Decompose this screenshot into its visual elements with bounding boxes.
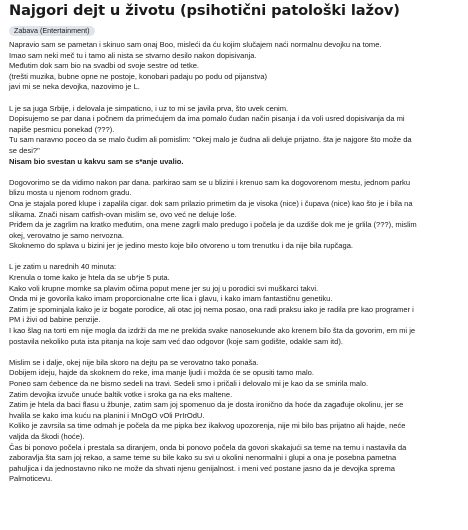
paragraph-gap (9, 93, 459, 104)
body-line: Mislim se i dalje, okej nije bila skoro na dejtu pa se verovatno tako ponaša. (9, 357, 259, 367)
bold-line: Nisam bio svestan u kakvu sam se s*anje uvalio. (9, 156, 184, 166)
paragraph (9, 104, 459, 168)
body-line: Čas bi ponovo počela i prestala sa diranjem, onda bi ponovo počela da govori skakajući sa teme na temu i nastavila da (9, 442, 407, 452)
paragraph (9, 358, 459, 485)
body-line: pahuljica i da jednostavno niko ne može da shvati njenu genijalnost. i meni već postane jasno da je devojka sprema (9, 463, 395, 473)
body-line: Skoknemo do splava u bizini jer je jedino mesto koje bilo otvoreno u tom trenutku i da nije bila rupčaga. (9, 241, 353, 251)
body-line: I kao šlag na torti em nije mogla da izdrži da me ne prekida svake nanosekunde ako krenem bilo šta da govorim, em mi je (9, 326, 416, 336)
body-line: Dogovorimo se da vidimo nakon par dana. parkirao sam se u blizini i krenuo sam ka dogovorenom mestu, jednom parku (9, 177, 411, 187)
body-line: Tu sam naravno poceo da se malo čudim ali pomislim: "Okej malo je čudna ali deluje prijatno. šta je najgore što može da (9, 135, 412, 145)
body-line: Ona je stajala pored klupe i zapalila cigar. dok sam prilazio primetim da je visoka (nice) i čupava (nice) kao što je i bila na (9, 198, 413, 208)
flair-badge[interactable]: Zabava (Entertainment) (9, 26, 95, 36)
body-line: Zatim devojka izvuče unuće baltik votke i sroka ga na eks maltene. (9, 389, 233, 399)
body-line: Dopisujemo se par dana i počnem da primećujem da ima pomalo čudan način pisanja i da voli usred dopisivanja da mi (9, 114, 405, 124)
body-line: Imao sam neki meč tu i tamo ali nista se stvarno desilo nakon dopisivanja. (9, 50, 257, 60)
paragraph-gap (9, 167, 459, 178)
body-line: okej, verovatno je samo nervozna. (9, 230, 124, 240)
body-line: hvalila se kako ima kuću na planini i MnOgO vOli PrIrOdU. (9, 410, 205, 420)
body-line: Dobijem ideju, hajde da skoknem do reke, ima manje ljudi i možda će se opusiti tamo malo. (9, 368, 314, 378)
body-line: napiše pesmicu ponekad (???). (9, 124, 115, 134)
body-line: Palmoticevu. (9, 474, 53, 484)
body-line: slikama. Znači nisam catfish-ovan mislim se, ovo već ne deluje loše. (9, 209, 237, 219)
body-line: blizu mosta u njenom rodnom gradu. (9, 188, 132, 198)
body-line: Napravio sam se pametan i skinuo sam onaj Boo, misleći da ću kojim slučajem naći normalnu devojku na tome. (9, 40, 382, 49)
body-line: Onda mi je govorila kako imam proporcionalne crte lica i glavu, i kako imam fantastičnu genetiku. (9, 294, 333, 304)
post-body (9, 40, 459, 485)
body-line: L je zatim u narednih 40 minuta: (9, 262, 117, 272)
body-line: Zatim je htela da baci flasu u žbunje, zatim sam joj spomenuo da je dosta ironično da hoće da zagađuje okolinu, jer se (9, 400, 404, 410)
body-line: postavila nekoliko puta ista pitanja na koje sam već dao odgovor (koje sam godište, odakle sam itd). (9, 336, 343, 346)
paragraph-gap (9, 347, 459, 358)
body-line: zaboravlja šta sam joj rekao, a same teme su bile kako su svi u okolini nenormalni i glupi a ona je posebna pametna (9, 453, 397, 463)
body-line: se desi?" (9, 145, 40, 155)
paragraph (9, 262, 459, 347)
body-line: Kako voli krupne momke sa plavim očima poput mene jer su joj u porodici svi muškarci takvi. (9, 283, 319, 293)
body-line: Poneo sam ćebence da ne bismo sedeli na travi. Sedeli smo i pričali i delovalo mi je kao da se smirila malo. (9, 379, 369, 388)
paragraph (9, 40, 459, 93)
body-line: javi mi se neka devojka, nazovimo je L. (9, 82, 140, 92)
paragraph (9, 178, 459, 252)
body-line: valjda da škodi (hoće). (9, 431, 85, 441)
body-line: Priđem da je zagrlim na kratko međutim, ona mene zagrli malo predugo i počela je da uzdiše dok me je grlila (???), mislim (9, 220, 417, 230)
body-line: PM i živi od babine penzije. (9, 315, 101, 325)
body-line: (trešti muzika, bubne opne ne postoje, konobari padaju po podu od pijanstva) (9, 71, 268, 81)
body-line: Krenula o tome kako je htela da se ub*je 5 puta. (9, 273, 170, 283)
body-line: L je sa juga Srbije, i delovala je simpaticno, i uz to mi se javila prva, što uvek cenim. (9, 103, 289, 113)
paragraph-gap (9, 252, 459, 263)
body-line: Zatim je spominjala kako je iz bogate porodice, ali otac joj nema posao, ona radi praksu iako je radila pre kao programer i (9, 304, 414, 314)
body-line: Koliko je zavrsila sa time odmah je počela da me pipka bez ikakvog upozorenja, nije mi bilo bas prijatno ali hajde, neće (9, 421, 406, 431)
post-title[interactable]: Najgori dejt u životu (psihotični patološki lažov) (9, 2, 400, 19)
body-line: Međutim dok sam bio na svadbi od svoje sestre od tetke. (9, 61, 200, 71)
